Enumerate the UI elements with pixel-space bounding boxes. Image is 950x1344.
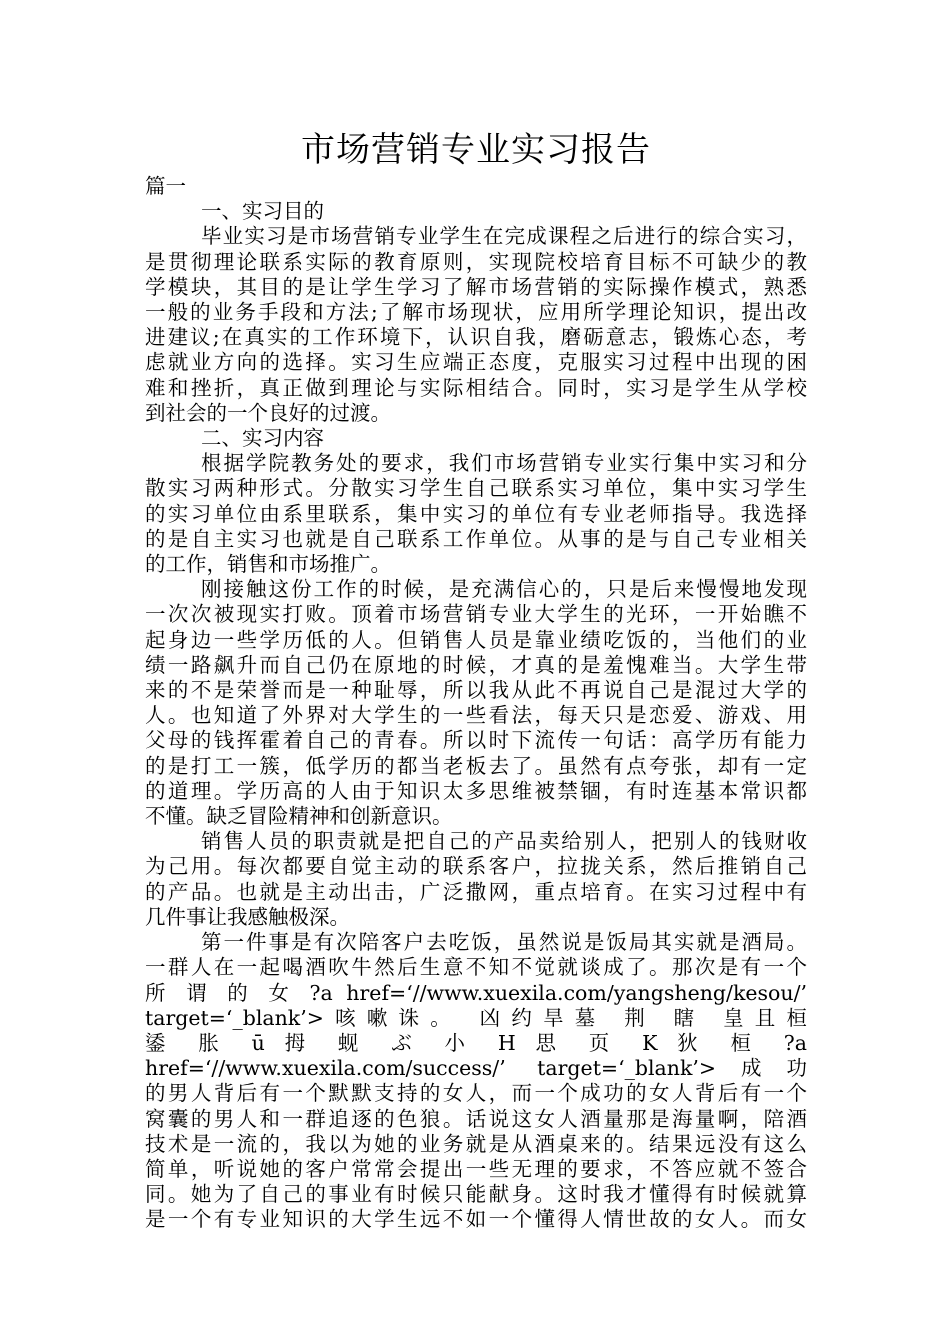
document-title: 市场营销专业实习报告 — [301, 130, 651, 170]
text-line: 散实习两种形式。分散实习学生自己联系实习单位，集中实习学生 — [145, 476, 807, 501]
text-line: 一般的业务手段和方法;了解市场现状，应用所学理论知识，提出改 — [145, 300, 807, 325]
text-line: 是贯彻理论联系实际的教育原则，实现院校培育目标不可缺少的教 — [145, 249, 807, 274]
text-line: 学模块，其目的是让学生学习了解市场营销的实际操作模式，熟悉 — [145, 274, 807, 299]
text-line: 的道理。学历高的人由于知识太多思维被禁锢，有时连基本常识都 — [145, 778, 807, 803]
text-line: 几件事让我感触极深。 — [145, 904, 350, 929]
text-line: 人。也知道了外界对大学生的一些看法，每天只是恋爱、游戏、用 — [145, 703, 807, 728]
text-line: 鋈 胀 ū 拇 蚬 ぶ 小 H 思 页 K 狄 桓 ?a — [145, 1030, 807, 1055]
document-page — [145, 128, 807, 1233]
text-line: 二、实习内容 — [201, 426, 324, 451]
text-line: 篇一 — [145, 174, 186, 198]
text-line: 到社会的一个良好的过渡。 — [145, 400, 391, 425]
text-line: 同。她为了自己的事业有时候只能献身。这时我才懂得有时候就算 — [145, 1182, 807, 1207]
text-line: 不懂。缺乏冒险精神和创新意识。 — [145, 804, 453, 829]
text-line: target=‘_blank’>咳嗽诛。 凶约旱墓 荆 瞎 皇且桓 — [145, 1005, 807, 1030]
text-line: 所 谓 的 女 ?a href=‘//www.xuexila.com/yangsheng/kesou/’ — [145, 980, 807, 1005]
text-line: 进建议;在真实的工作环境下，认识自我，磨砺意志，锻炼心态，考 — [145, 325, 807, 350]
text-line: 销售人员的职责就是把自己的产品卖给别人，把别人的钱财收 — [201, 829, 807, 854]
text-line: 毕业实习是市场营销专业学生在完成课程之后进行的综合实习， — [201, 224, 807, 249]
text-line: 的工作，销售和市场推广。 — [145, 552, 391, 577]
text-line: 来的不是荣誉而是一种耻辱，所以我从此不再说自己是混过大学的 — [145, 678, 807, 703]
text-line: 技术是一流的，我以为她的业务就是从酒桌来的。结果远没有这么 — [145, 1131, 807, 1156]
text-line: 的男人背后有一个默默支持的女人，而一个成功的女人背后有一个 — [145, 1081, 807, 1106]
document-body — [145, 174, 807, 1233]
text-line: 窝囊的男人和一群追逐的色狼。话说这女人酒量那是海量啊，陪酒 — [145, 1106, 807, 1131]
text-line: 的是自主实习也就是自己联系工作单位。从事的是与自己专业相关 — [145, 526, 807, 551]
text-line: 是一个有专业知识的大学生远不如一个懂得人情世故的女人。而女 — [145, 1207, 807, 1232]
text-line: 的是打工一簇，低学历的都当老板去了。虽然有点夸张，却有一定 — [145, 753, 807, 778]
text-line: 根据学院教务处的要求，我们市场营销专业实行集中实习和分 — [201, 451, 807, 476]
text-line: href=‘//www.xuexila.com/success/’ target=‘_blank’>成功 — [145, 1056, 807, 1081]
text-line: 难和挫折，真正做到理论与实际相结合。同时，实习是学生从学校 — [145, 375, 807, 400]
text-line: 虑就业方向的选择。实习生应端正态度，克服实习过程中出现的困 — [145, 350, 807, 375]
text-line: 的产品。也就是主动出击，广泛撒网，重点培育。在实习过程中有 — [145, 879, 807, 904]
text-line: 父母的钱挥霍着自己的青春。所以时下流传一句话：高学历有能力 — [145, 728, 807, 753]
text-line: 一群人在一起喝酒吹牛然后生意不知不觉就谈成了。那次是有一个 — [145, 955, 807, 980]
text-line: 起身边一些学历低的人。但销售人员是靠业绩吃饭的，当他们的业 — [145, 627, 807, 652]
text-line: 第一件事是有次陪客户去吃饭，虽然说是饭局其实就是酒局。 — [201, 930, 807, 955]
text-line: 一、实习目的 — [201, 199, 324, 224]
text-line: 的实习单位由系里联系，集中实习的单位有专业老师指导。我选择 — [145, 501, 807, 526]
text-line: 简单，听说她的客户常常会提出一些无理的要求，不答应就不签合 — [145, 1156, 807, 1181]
text-line: 绩一路飙升而自己仍在原地的时候，才真的是羞愧难当。大学生带 — [145, 652, 807, 677]
text-line: 一次次被现实打败。顶着市场营销专业大学生的光环，一开始瞧不 — [145, 602, 807, 627]
text-line: 为己用。每次都要自觉主动的联系客户，拉拢关系，然后推销自己 — [145, 854, 807, 879]
text-line: 刚接触这份工作的时候，是充满信心的，只是后来慢慢地发现 — [201, 577, 807, 602]
